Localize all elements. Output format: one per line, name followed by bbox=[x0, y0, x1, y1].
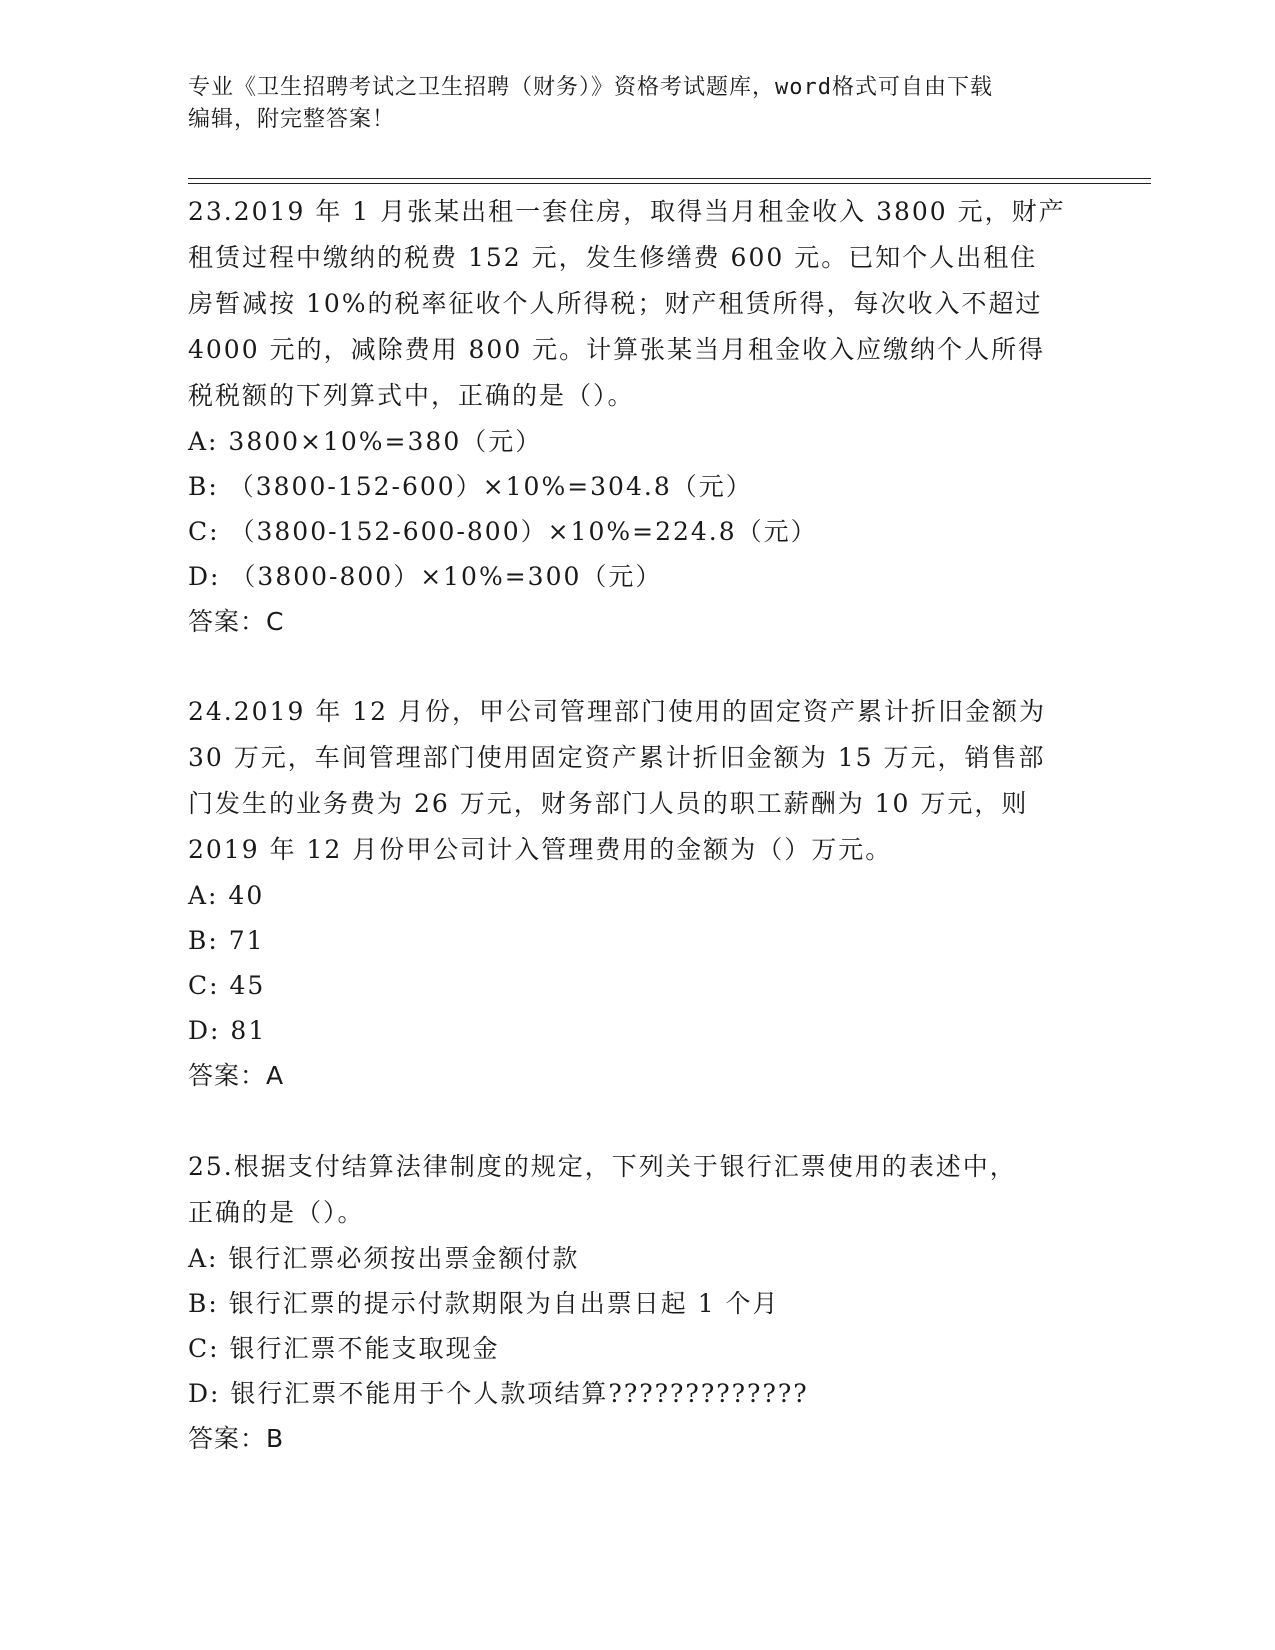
option-d: D: 81 bbox=[188, 1016, 267, 1045]
header-line-2: 编辑，附完整答案！ bbox=[188, 107, 396, 132]
option-b: B: 银行汇票的提示付款期限为自出票日起 1 个月 bbox=[188, 1289, 780, 1318]
option-d: D: （3800-800）×10%=300（元） bbox=[188, 562, 663, 591]
option-b: B: （3800-152-600）×10%=304.8（元） bbox=[188, 472, 753, 501]
option-c: C: （3800-152-600-800）×10%=224.8（元） bbox=[188, 517, 818, 546]
question-25-text bbox=[188, 1144, 1088, 1236]
question-line: 租赁过程中缴纳的税费 152 元，发生修缮费 600 元。已知个人出租住 bbox=[188, 243, 1038, 272]
question-24 bbox=[188, 689, 1088, 1099]
question-23-text bbox=[188, 189, 1088, 419]
question-23 bbox=[188, 189, 1088, 645]
option-a: A: 40 bbox=[188, 881, 265, 910]
question-line: 门发生的业务费为 26 万元，财务部门人员的职工薪酬为 10 万元，则 bbox=[188, 789, 1029, 818]
answer-line: 答案：B bbox=[188, 1424, 285, 1453]
question-line: 房暂减按 10%的税率征收个人所得税；财产租赁所得，每次收入不超过 bbox=[188, 289, 1043, 318]
answer-line: 答案：C bbox=[188, 607, 285, 636]
question-line: 24.2019 年 12 月份，甲公司管理部门使用的固定资产累计折旧金额为 bbox=[188, 697, 1047, 726]
option-c: C: 45 bbox=[188, 971, 266, 1000]
header-line-1: 专业《卫生招聘考试之卫生招聘（财务）》资格考试题库，word格式可自由下载 bbox=[188, 75, 993, 100]
question-24-text bbox=[188, 689, 1088, 873]
question-line: 税税额的下列算式中，正确的是（）。 bbox=[188, 381, 635, 410]
option-a: A: 银行汇票必须按出票金额付款 bbox=[188, 1244, 580, 1273]
question-line: 30 万元，车间管理部门使用固定资产累计折旧金额为 15 万元，销售部 bbox=[188, 743, 1046, 772]
header-divider-bottom bbox=[188, 183, 1151, 184]
answer-line: 答案：A bbox=[188, 1061, 285, 1090]
question-line: 2019 年 12 月份甲公司计入管理费用的金额为（）万元。 bbox=[188, 835, 893, 864]
question-25 bbox=[188, 1144, 1088, 1462]
option-d: D: 银行汇票不能用于个人款项结算????????????? bbox=[188, 1379, 809, 1408]
header-divider-top bbox=[188, 178, 1151, 179]
option-b: B: 71 bbox=[188, 926, 265, 955]
question-line: 23.2019 年 1 月张某出租一套住房，取得当月租金收入 3800 元，财产 bbox=[188, 197, 1066, 226]
question-line: 25.根据支付结算法律制度的规定，下列关于银行汇票使用的表述中， bbox=[188, 1152, 1017, 1181]
option-c: C: 银行汇票不能支取现金 bbox=[188, 1334, 500, 1363]
question-line: 4000 元的，减除费用 800 元。计算张某当月租金收入应缴纳个人所得 bbox=[188, 335, 1046, 364]
option-a: A: 3800×10%=380（元） bbox=[188, 427, 543, 456]
document-header bbox=[188, 72, 1068, 136]
question-line: 正确的是（）。 bbox=[188, 1198, 365, 1227]
